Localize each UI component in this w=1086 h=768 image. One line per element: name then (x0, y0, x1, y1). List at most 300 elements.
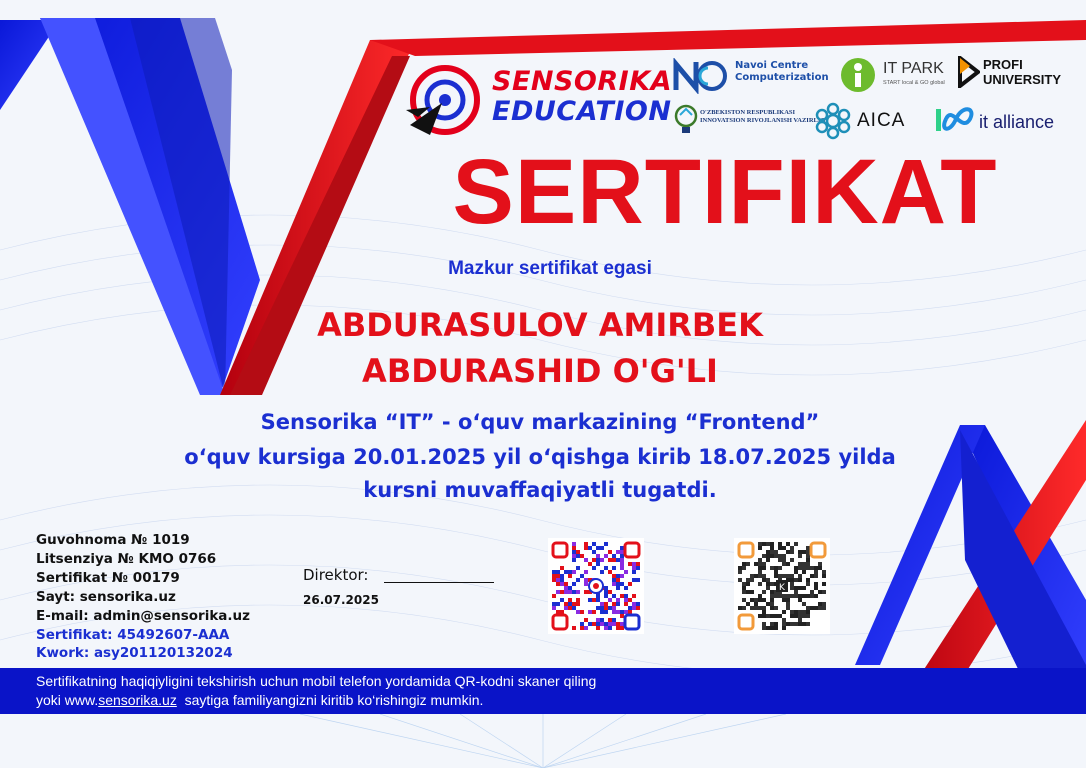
qr-cell (636, 578, 640, 582)
qr-cell (798, 586, 802, 590)
qr-cell (596, 594, 600, 598)
qr-cell (814, 566, 818, 570)
qr-cell (616, 574, 620, 578)
qr-cell (810, 566, 814, 570)
qr-cell (766, 542, 770, 546)
qr-cell (758, 594, 762, 598)
qr-cell (592, 610, 596, 614)
qr-cell (616, 626, 620, 630)
qr-cell (616, 558, 620, 562)
qr-cell (786, 594, 790, 598)
qr-cell (750, 578, 754, 582)
it-alliance-logo-text: it alliance (979, 112, 1055, 132)
qr-cell (758, 582, 762, 586)
guvohnoma-number: Guvohnoma № 1019 (36, 532, 190, 548)
qr-cell (600, 602, 604, 606)
qr-cell (620, 610, 624, 614)
qr-cell (766, 586, 770, 590)
qr-cell (560, 566, 564, 570)
qr-cell (814, 606, 818, 610)
qr-cell (612, 610, 616, 614)
qr-cell (628, 562, 632, 566)
litsenziya-number: Litsenziya № KMO 0766 (36, 551, 217, 567)
qr-cell (552, 606, 556, 610)
qr-cell (750, 598, 754, 602)
qr-cell (742, 566, 746, 570)
qr-cell (600, 546, 604, 550)
qr-cell (616, 550, 620, 554)
qr-cell (798, 562, 802, 566)
qr-cell (572, 570, 576, 574)
course-description-line2: o‘quv kursiga 20.01.2025 yil o‘qishga kirib 18.07.2025 yilda (184, 445, 896, 469)
qr-cell (778, 542, 782, 546)
qr-cell (802, 614, 806, 618)
qr-cell (632, 606, 636, 610)
qr-cell (754, 574, 758, 578)
qr-cell (584, 542, 588, 546)
qr-cell (636, 606, 640, 610)
qr-cell (616, 586, 620, 590)
qr-cell (596, 598, 600, 602)
qr-cell (608, 570, 612, 574)
qr-cell (790, 578, 794, 582)
qr-cell (794, 566, 798, 570)
qr-cell (794, 542, 798, 546)
verification-qr-code[interactable] (548, 538, 644, 634)
footer-instruction-line2 (36, 692, 483, 708)
qr-cell (810, 590, 814, 594)
qr-cell (620, 566, 624, 570)
qr-cell (798, 578, 802, 582)
qr-cell (798, 574, 802, 578)
qr-cell (770, 606, 774, 610)
qr-cell (572, 542, 576, 546)
qr-cell (620, 558, 624, 562)
qr-cell (762, 542, 766, 546)
qr-cell (738, 578, 742, 582)
qr-cell (770, 554, 774, 558)
qr-cell (814, 582, 818, 586)
qr-cell (766, 626, 770, 630)
qr-cell (580, 554, 584, 558)
qr-cell (612, 578, 616, 582)
qr-cell (596, 618, 600, 622)
qr-cell (624, 594, 628, 598)
qr-cell (592, 622, 596, 626)
qr-cell (782, 618, 786, 622)
qr-cell (560, 610, 564, 614)
qr-cell (766, 582, 770, 586)
qr-cell (552, 594, 556, 598)
qr-cell (572, 606, 576, 610)
qr-cell (632, 566, 636, 570)
qr-cell (782, 598, 786, 602)
qr-cell (556, 574, 560, 578)
qr-cell (766, 558, 770, 562)
profi-logo-icon (958, 56, 980, 88)
it-park-logo-text: IT PARK (883, 60, 944, 77)
qr-cell (572, 582, 576, 586)
qr-cell (798, 566, 802, 570)
qr-cell (568, 586, 572, 590)
qr-cell (616, 602, 620, 606)
sertifikat-id: Sertifikat: 45492607-AAA (36, 627, 230, 643)
qr-cell (790, 582, 794, 586)
svg-text:K: K (779, 583, 785, 593)
qr-cell (770, 594, 774, 598)
qr-cell (798, 618, 802, 622)
qr-cell (604, 626, 608, 630)
qr-cell (576, 550, 580, 554)
qr-cell (612, 566, 616, 570)
director-label: Direktor: (303, 566, 369, 584)
qr-cell (758, 574, 762, 578)
qr-cell (746, 590, 750, 594)
qr-cell (616, 582, 620, 586)
qr-cell (628, 606, 632, 610)
qr-cell (572, 550, 576, 554)
qr-cell (762, 606, 766, 610)
qr-cell (750, 574, 754, 578)
qr-cell (620, 626, 624, 630)
qr-cell (786, 598, 790, 602)
qr-cell (584, 578, 588, 582)
qr-cell (770, 546, 774, 550)
qr-cell (620, 554, 624, 558)
qr-cell (604, 594, 608, 598)
qr-cell (758, 570, 762, 574)
qr-cell (596, 606, 600, 610)
qr-cell (568, 606, 572, 610)
qr-cell (790, 622, 794, 626)
qr-cell (624, 598, 628, 602)
qr-cell (560, 598, 564, 602)
qr-cell (778, 554, 782, 558)
qr-cell (806, 554, 810, 558)
qr-cell (814, 586, 818, 590)
qr-cell (612, 594, 616, 598)
qr-cell (754, 606, 758, 610)
qr-cell (564, 606, 568, 610)
qr-cell (810, 606, 814, 610)
qr-cell (572, 602, 576, 606)
qr-cell (778, 558, 782, 562)
qr-cell (600, 622, 604, 626)
qr-cell (568, 570, 572, 574)
qr-cell (782, 562, 786, 566)
qr-cell (798, 598, 802, 602)
qr-cell (600, 570, 604, 574)
qr-cell (746, 562, 750, 566)
qr-cell (802, 602, 806, 606)
qr-cell (588, 622, 592, 626)
qr-cell (758, 566, 762, 570)
qr-cell (786, 622, 790, 626)
qr-cell (580, 626, 584, 630)
qr-cell (584, 570, 588, 574)
qr-cell (576, 610, 580, 614)
qr-cell (608, 590, 612, 594)
qr-cell (636, 566, 640, 570)
qr-cell (556, 570, 560, 574)
qr-cell (750, 606, 754, 610)
qr-cell (774, 622, 778, 626)
qr-cell (572, 558, 576, 562)
qr-cell (770, 622, 774, 626)
aica-logo-text: AICA (857, 110, 906, 131)
qr-cell (576, 602, 580, 606)
qr-cell (802, 550, 806, 554)
qr-cell (616, 578, 620, 582)
qr-cell (560, 574, 564, 578)
qr-cell (786, 550, 790, 554)
qr-cell (624, 610, 628, 614)
qr-cell (798, 610, 802, 614)
qr-cell (774, 626, 778, 630)
qr-cell (580, 610, 584, 614)
qr-cell (766, 554, 770, 558)
qr-cell (596, 626, 600, 630)
qr-cell (822, 606, 826, 610)
qr-cell (782, 626, 786, 630)
qr-cell (600, 606, 604, 610)
it-park-logo-icon (836, 56, 880, 94)
qr-cell (806, 622, 810, 626)
qr-cell (564, 570, 568, 574)
qr-cell (794, 590, 798, 594)
qr-cell (762, 610, 766, 614)
qr-cell (560, 590, 564, 594)
qr-cell (774, 554, 778, 558)
holder-name-line2: ABDURASHID O'G'LI (362, 352, 718, 390)
qr-cell (636, 602, 640, 606)
qr-cell (786, 542, 790, 546)
course-description-line3: kursni muvaffaqiyatli tugatdi. (363, 478, 717, 502)
qr-cell (794, 578, 798, 582)
sertifikat-number: Sertifikat № 00179 (36, 570, 180, 586)
qr-cell (572, 546, 576, 550)
qr-cell (770, 602, 774, 606)
qr-cell (620, 614, 624, 618)
qr-cell (758, 562, 762, 566)
qr-cell (632, 570, 636, 574)
qr-cell (604, 622, 608, 626)
qr-cell (806, 550, 810, 554)
course-description-line1: Sensorika “IT” - o‘quv markazining “Frontend” (260, 410, 820, 434)
qr-cell (766, 550, 770, 554)
it-park-tagline: START local & GO global (883, 80, 945, 86)
qr-cell (814, 570, 818, 574)
qr-cell (766, 602, 770, 606)
qr-cell (802, 622, 806, 626)
qr-cell (778, 614, 782, 618)
qr-cell (770, 542, 774, 546)
qr-cell (742, 562, 746, 566)
qr-cell (628, 598, 632, 602)
qr-cell (568, 574, 572, 578)
website: Sayt: sensorika.uz (36, 589, 176, 605)
aica-logo-icon (812, 101, 854, 141)
footer-suffix: saytiga familiyangizni kiritib ko‘rishingiz mumkin. (176, 692, 484, 708)
qr-cell (794, 622, 798, 626)
qr-cell (572, 590, 576, 594)
qr-cell (608, 606, 612, 610)
qr-cell (584, 626, 588, 630)
qr-cell (822, 602, 826, 606)
qr-cell (822, 590, 826, 594)
qr-cell (620, 562, 624, 566)
qr-cell (738, 566, 742, 570)
qr-cell (632, 562, 636, 566)
qr-cell (612, 618, 616, 622)
qr-cell (628, 610, 632, 614)
qr-cell (814, 574, 818, 578)
qr-cell (802, 570, 806, 574)
qr-cell (790, 558, 794, 562)
qr-cell (778, 574, 782, 578)
qr-cell (604, 542, 608, 546)
qr-cell (556, 610, 560, 614)
qr-cell (750, 590, 754, 594)
qr-cell (592, 558, 596, 562)
qr-cell (612, 606, 616, 610)
qr-cell (636, 562, 640, 566)
qr-cell (762, 614, 766, 618)
qr-cell (794, 614, 798, 618)
qr-cell (608, 598, 612, 602)
qr-cell (746, 578, 750, 582)
it-alliance-logo-icon (932, 103, 978, 135)
qr-cell (782, 554, 786, 558)
qr-cell (786, 562, 790, 566)
qr-cell (584, 618, 588, 622)
kwork-qr-code[interactable] (734, 538, 830, 634)
qr-cell (584, 582, 588, 586)
qr-cell (802, 586, 806, 590)
qr-cell (770, 626, 774, 630)
qr-cell (616, 598, 620, 602)
qr-cell (762, 622, 766, 626)
qr-cell (596, 546, 600, 550)
qr-cell (552, 574, 556, 578)
qr-cell (600, 558, 604, 562)
qr-cell (592, 566, 596, 570)
qr-cell (794, 594, 798, 598)
qr-cell (556, 578, 560, 582)
qr-cell (766, 578, 770, 582)
qr-cell (778, 546, 782, 550)
qr-cell (588, 562, 592, 566)
website-link[interactable]: sensorika.uz (98, 692, 177, 708)
qr-cell (632, 578, 636, 582)
qr-cell (802, 610, 806, 614)
qr-cell (822, 582, 826, 586)
qr-cell (810, 574, 814, 578)
qr-cell (604, 602, 608, 606)
qr-cell (770, 614, 774, 618)
qr-cell (786, 602, 790, 606)
qr-cell (818, 566, 822, 570)
qr-cell (790, 614, 794, 618)
qr-cell (604, 554, 608, 558)
kwork-id: Kwork: asy201120132024 (36, 645, 233, 661)
qr-cell (556, 590, 560, 594)
qr-cell (600, 610, 604, 614)
email: E-mail: admin@sensorika.uz (36, 608, 251, 624)
qr-cell (806, 594, 810, 598)
certificate-subtitle: Mazkur sertifikat egasi (448, 258, 652, 279)
qr-cell (762, 574, 766, 578)
qr-cell (608, 550, 612, 554)
qr-cell (806, 546, 810, 550)
qr-cell (552, 570, 556, 574)
qr-cell (576, 598, 580, 602)
qr-cell (802, 562, 806, 566)
qr-cell (742, 598, 746, 602)
qr-cell (588, 610, 592, 614)
qr-cell (794, 610, 798, 614)
qr-cell (742, 582, 746, 586)
qr-cell (616, 622, 620, 626)
qr-cell (822, 574, 826, 578)
qr-cell (628, 582, 632, 586)
qr-cell (568, 602, 572, 606)
qr-cell (802, 594, 806, 598)
qr-cell (754, 562, 758, 566)
qr-cell (762, 578, 766, 582)
qr-cell (770, 598, 774, 602)
qr-cell (798, 594, 802, 598)
qr-cell (762, 554, 766, 558)
footer-instruction-line1: Sertifikatning haqiqiyligini tekshirish uchun mobil telefon yordamida QR-kodni skaner qiling (36, 673, 597, 689)
qr-cell (806, 578, 810, 582)
qr-cell (584, 558, 588, 562)
qr-cell (592, 550, 596, 554)
qr-cell (782, 574, 786, 578)
qr-cell (612, 582, 616, 586)
qr-cell (806, 562, 810, 566)
qr-cell (588, 546, 592, 550)
qr-cell (564, 582, 568, 586)
qr-cell (612, 558, 616, 562)
qr-cell (604, 586, 608, 590)
qr-cell (810, 594, 814, 598)
qr-cell (782, 594, 786, 598)
qr-cell (778, 566, 782, 570)
qr-cell (798, 622, 802, 626)
qr-cell (742, 590, 746, 594)
qr-cell (782, 610, 786, 614)
footer-prefix: yoki www. (36, 692, 99, 708)
qr-cell (552, 602, 556, 606)
qr-cell (758, 614, 762, 618)
qr-cell (790, 586, 794, 590)
qr-cell (762, 566, 766, 570)
qr-cell (758, 598, 762, 602)
qr-cell (632, 594, 636, 598)
qr-cell (822, 570, 826, 574)
qr-cell (758, 606, 762, 610)
qr-cell (758, 546, 762, 550)
qr-cell (612, 574, 616, 578)
qr-cell (564, 602, 568, 606)
qr-cell (818, 562, 822, 566)
qr-cell (790, 574, 794, 578)
qr-cell (612, 554, 616, 558)
ministry-bulb-icon (672, 103, 700, 137)
qr-cell (580, 574, 584, 578)
qr-cell (624, 570, 628, 574)
